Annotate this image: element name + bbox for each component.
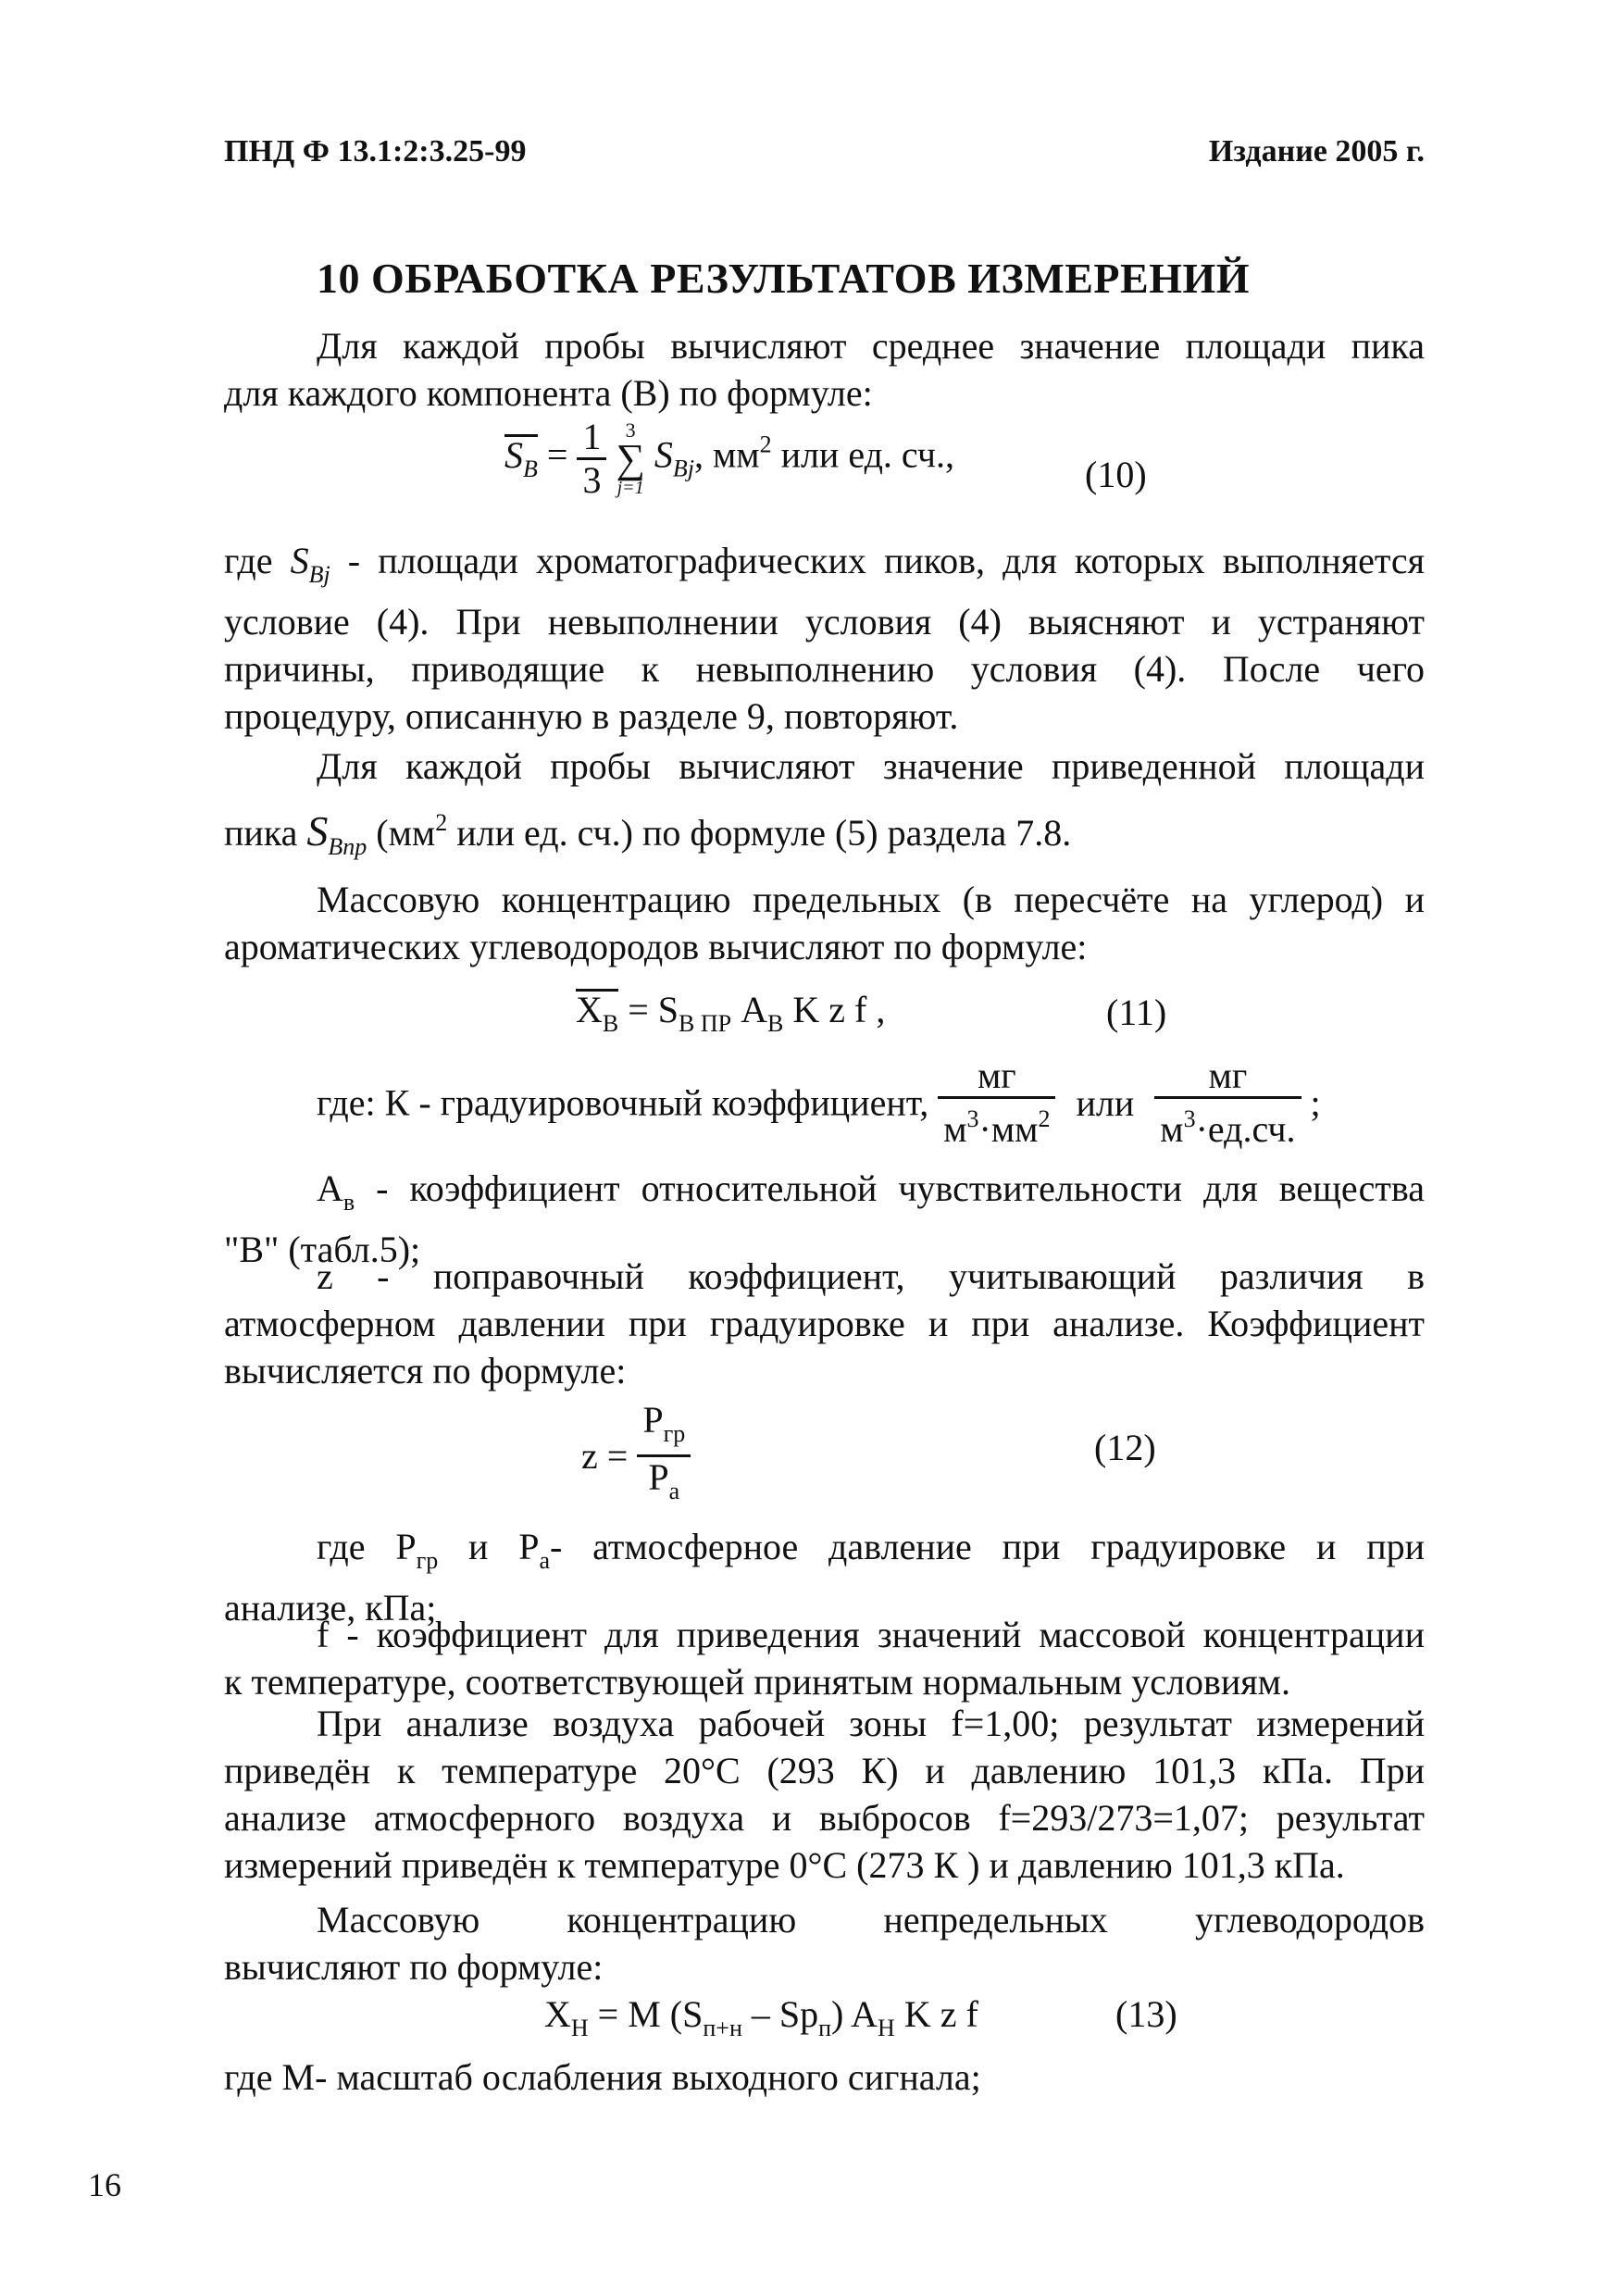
text-line: Массовую концентрацию предельных (в пересчёте на углерод) и (317, 879, 1425, 920)
formula-12: z = $\frac{P_{гр}}{P_а}$ (581, 1400, 691, 1512)
paragraph-3 (224, 742, 1425, 870)
text-line: пика $S_{Bпр}$ ($мм^2$ или ед. сч.) по формуле (5) раздела 7.8. (224, 807, 1072, 860)
text-line: При анализе воздуха рабочей зоны f=1,00; результат измерений (317, 1703, 1425, 1744)
text-line: вычисляется по формуле: (224, 1350, 627, 1391)
formula-13-number: (13) (1115, 1993, 1177, 2035)
text-line: анализе атмосферного воздуха и выбросов f=293/273=1,07; результат (224, 1797, 1425, 1839)
page-number: 16 (88, 2166, 121, 2203)
k-coefficient-line: где: К - градуировочный коэффициент, $\frac{мг}{м^3\cdot мм^2}$ или $\frac{мг}{м^3\cdot ед.сч.}$ ; (317, 1054, 1321, 1150)
text-line: $A_в$ - коэффициент относительной чувствительности для вещества (317, 1167, 1425, 1216)
paragraph-11 (224, 2053, 1425, 2101)
text-line: Для каждой пробы вычисляют среднее значение площади пика (317, 325, 1425, 367)
text-line: z - поправочный коэффициент, учитывающий различия в (317, 1255, 1425, 1297)
text-line: где $P_{гр}$ и $P_а-$ атмосферное давление при градуировке и при (317, 1526, 1426, 1574)
text-line: f - коэффициент для приведения значений массовой концентрации (317, 1614, 1425, 1655)
paragraph-6 (224, 1253, 1425, 1394)
mean-area-symbol: $S_B$ (504, 434, 538, 488)
text-line: для каждого компонента (В) по формуле: (224, 372, 873, 414)
paragraph-9 (224, 1700, 1425, 1889)
text-line: "В" (табл.5); (224, 1229, 421, 1270)
text-line: приведён к температуре 20°С (293 К) и давлению 101,3 кПа. При (224, 1750, 1425, 1791)
paragraph-4 (224, 876, 1425, 970)
text-line: процедуру, описанную в разделе 9, повторяют. (224, 695, 959, 737)
mean-concentration-symbol: $X_В$ (576, 989, 618, 1042)
text-line: где $S_{Bj}$ - площади хроматографических пиков, для которых выполняется (224, 540, 1425, 588)
text-line: к температуре, соответствующей принятым нормальным условиям. (224, 1661, 1290, 1703)
formula-12-number: (12) (1094, 1427, 1156, 1468)
formula-10: $S_B$ = $\frac{1}{3}$ 3 ∑ j=1 $S_{Bj}$, $мм^2$ или ед. сч., (504, 416, 954, 501)
section-title: 10 ОБРАБОТКА РЕЗУЛЬТАТОВ ИЗМЕРЕНИЙ (317, 255, 1251, 302)
text-line: измерений приведён к температуре 0°С (273 К ) и давлению 101,3 кПа. (224, 1844, 1345, 1886)
formula-11-number: (11) (1106, 992, 1167, 1033)
text-line: ароматических углеводородов вычисляют по формуле: (224, 926, 1088, 967)
text-line: причины, приводящие к невыполнению условия (4). После чего (224, 648, 1425, 690)
edition-label: Издание 2005 г. (1208, 134, 1425, 168)
units-fraction-1: $\frac{мг}{м^3\cdot мм^2}$ (938, 1055, 1055, 1150)
text-line: Массовую концентрацию непредельных углеводородов (317, 1899, 1425, 1940)
sum-operator: 3 ∑ j=1 (616, 418, 645, 498)
doc-code: ПНД Ф 13.1:2:3.25-99 (224, 134, 527, 168)
formula-10-number: (10) (1085, 454, 1147, 495)
paragraph-8 (224, 1611, 1425, 1705)
text-line: атмосферном давлении при градуировке и при анализе. Коэффициент (224, 1303, 1425, 1344)
text-line: условие (4). При невыполнении условия (4) выясняют и устраняют (224, 601, 1425, 643)
pressure-ratio-fraction: $\frac{P_{гр}}{P_а}$ (637, 1400, 691, 1512)
paragraph-1 (224, 322, 1425, 417)
paragraph-2 (224, 537, 1425, 740)
formula-13: $X_Н = M$ $(S_{п+н} - Sp_п)$ $A_Н$ K z f (544, 1993, 978, 2041)
text-line: где М- масштаб ослабления выходного сигнала; (224, 2056, 981, 2098)
text-line: вычисляют по формуле: (224, 1946, 604, 1988)
paragraph-10 (224, 1896, 1425, 1990)
formula-11: $X_В = S_{В ПР}$ $A_В$ K z f , (576, 986, 885, 1047)
units-fraction-2: $\frac{мг}{м^3\cdot ед.сч.}$ (1154, 1055, 1301, 1150)
text-line: Для каждой пробы вычисляют значение приведенной площади (317, 745, 1425, 787)
text-line: анализе, кПа; (224, 1587, 437, 1628)
one-third-fraction: $\frac{1}{3}$ (577, 417, 606, 501)
